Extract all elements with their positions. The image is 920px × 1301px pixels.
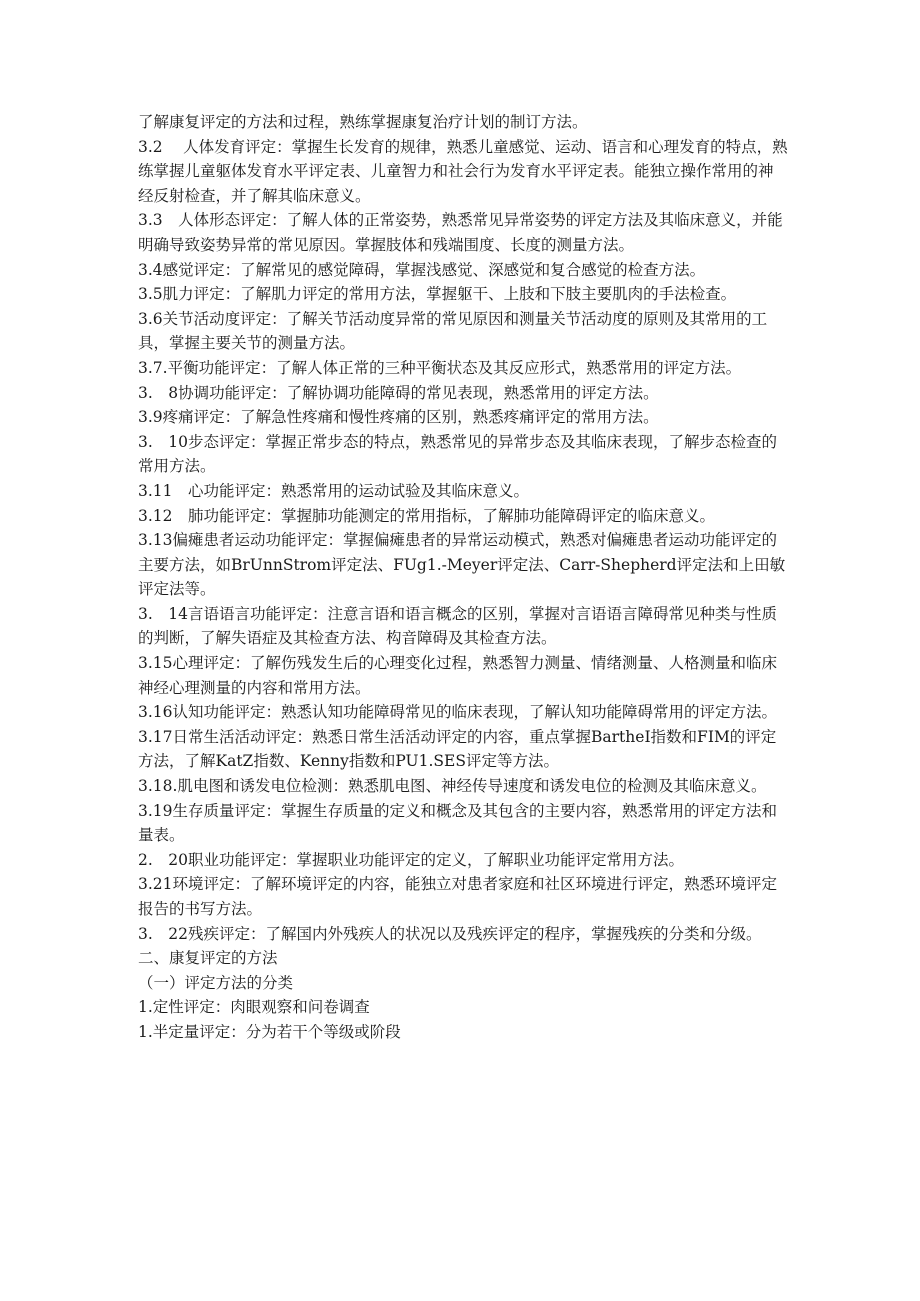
paragraph: 3.6关节活动度评定：了解关节活动度异常的常见原因和测量关节活动度的原则及其常用的工具，掌握主要关节的测量方法。	[138, 309, 768, 353]
paragraph: 3.4感觉评定：了解常见的感觉障碍，掌握浅感觉、深感觉和复合感觉的检查方法。	[138, 260, 706, 279]
paragraph: 3.18.肌电图和诱发电位检测：熟悉肌电图、神经传导速度和诱发电位的检测及其临床意义。	[138, 777, 767, 796]
paragraph: 3.16认知功能评定：熟悉认知功能障碍常见的临床表现，了解认知功能障碍常用的评定方法。	[138, 703, 778, 722]
subsection-heading: （一）评定方法的分类	[138, 973, 294, 992]
paragraph: 3.9疼痛评定：了解急性疼痛和慢性疼痛的区别，熟悉疼痛评定的常用方法。	[138, 408, 659, 427]
paragraph: 3.19生存质量评定：掌握生存质量的定义和概念及其包含的主要内容，熟悉常用的评定方法和量表。	[138, 801, 778, 845]
paragraph: 3. 10步态评定：掌握正常步态的特点，熟悉常见的异常步态及其临床表现，了解步态检查的常用方法。	[138, 432, 778, 476]
paragraph: 3. 22残疾评定：了解国内外残疾人的状况以及残疾评定的程序，掌握残疾的分类和分级。	[138, 924, 762, 943]
paragraph: 3.17日常生活活动评定：熟悉日常生活活动评定的内容，重点掌握BartheI指数和FIM的评定方法，了解KatZ指数、Kenny指数和PU1.SES评定等方法。	[138, 727, 777, 771]
paragraph: 了解康复评定的方法和过程，熟练掌握康复治疗计划的制订方法。	[138, 113, 588, 131]
paragraph: 3.13偏瘫患者运动功能评定：掌握偏瘫患者的异常运动模式，熟悉对偏瘫患者运动功能评定的主要方法，如BrUnnStrom评定法、FUg1.-Meyer评定法、Carr-Shepherd评定法和上田敏评定法等。	[138, 531, 786, 599]
paragraph: 3.15心理评定：了解伤残发生后的心理变化过程，熟悉智力测量、情绪测量、人格测量和临床神经心理测量的内容和常用方法。	[138, 654, 778, 697]
list-item: 1.定性评定：肉眼观察和问卷调查	[138, 998, 370, 1017]
paragraph: 3. 8协调功能评定：了解协调功能障碍的常见表现，熟悉常用的评定方法。	[138, 383, 659, 402]
paragraph: 3.21环境评定：了解环境评定的内容，能独立对患者家庭和社区环境进行评定，熟悉环境评定报告的书写方法。	[138, 875, 778, 918]
paragraph: 3. 14言语语言功能评定：注意言语和语言概念的区别，掌握对言语语言障碍常见种类与性质的判断，了解失语症及其检查方法、构音障碍及其检查方法。	[138, 604, 778, 648]
paragraph: 2. 20职业功能评定：掌握职业功能评定的定义，了解职业功能评定常用方法。	[138, 850, 685, 869]
paragraph: 3.5肌力评定：了解肌力评定的常用方法，掌握躯干、上肢和下肢主要肌肉的手法检查。	[138, 285, 737, 304]
list-item: 1.半定量评定：分为若干个等级或阶段	[138, 1022, 401, 1041]
document-body	[138, 110, 788, 1045]
paragraph: 3.2 人体发育评定：掌握生长发育的规律，熟悉儿童感觉、运动、语言和心理发育的特点，熟练掌握儿童躯体发育水平评定表、儿童智力和社会行为发育水平评定表。能独立操作常用的神经反射检查，并了解其临床意义。	[138, 137, 788, 205]
paragraph: 3.7.平衡功能评定：了解人体正常的三种平衡状态及其反应形式，熟悉常用的评定方法。	[138, 358, 742, 377]
section-heading: 二、康复评定的方法	[138, 949, 278, 968]
paragraph: 3.11 心功能评定：熟悉常用的运动试验及其临床意义。	[138, 481, 530, 500]
paragraph: 3.3 人体形态评定：了解人体的正常姿势，熟悉常见异常姿势的评定方法及其临床意义，并能明确导致姿势异常的常见原因。掌握肢体和残端围度、长度的测量方法。	[138, 211, 783, 254]
paragraph: 3.12 肺功能评定：掌握肺功能测定的常用指标，了解肺功能障碍评定的临床意义。	[138, 506, 716, 525]
